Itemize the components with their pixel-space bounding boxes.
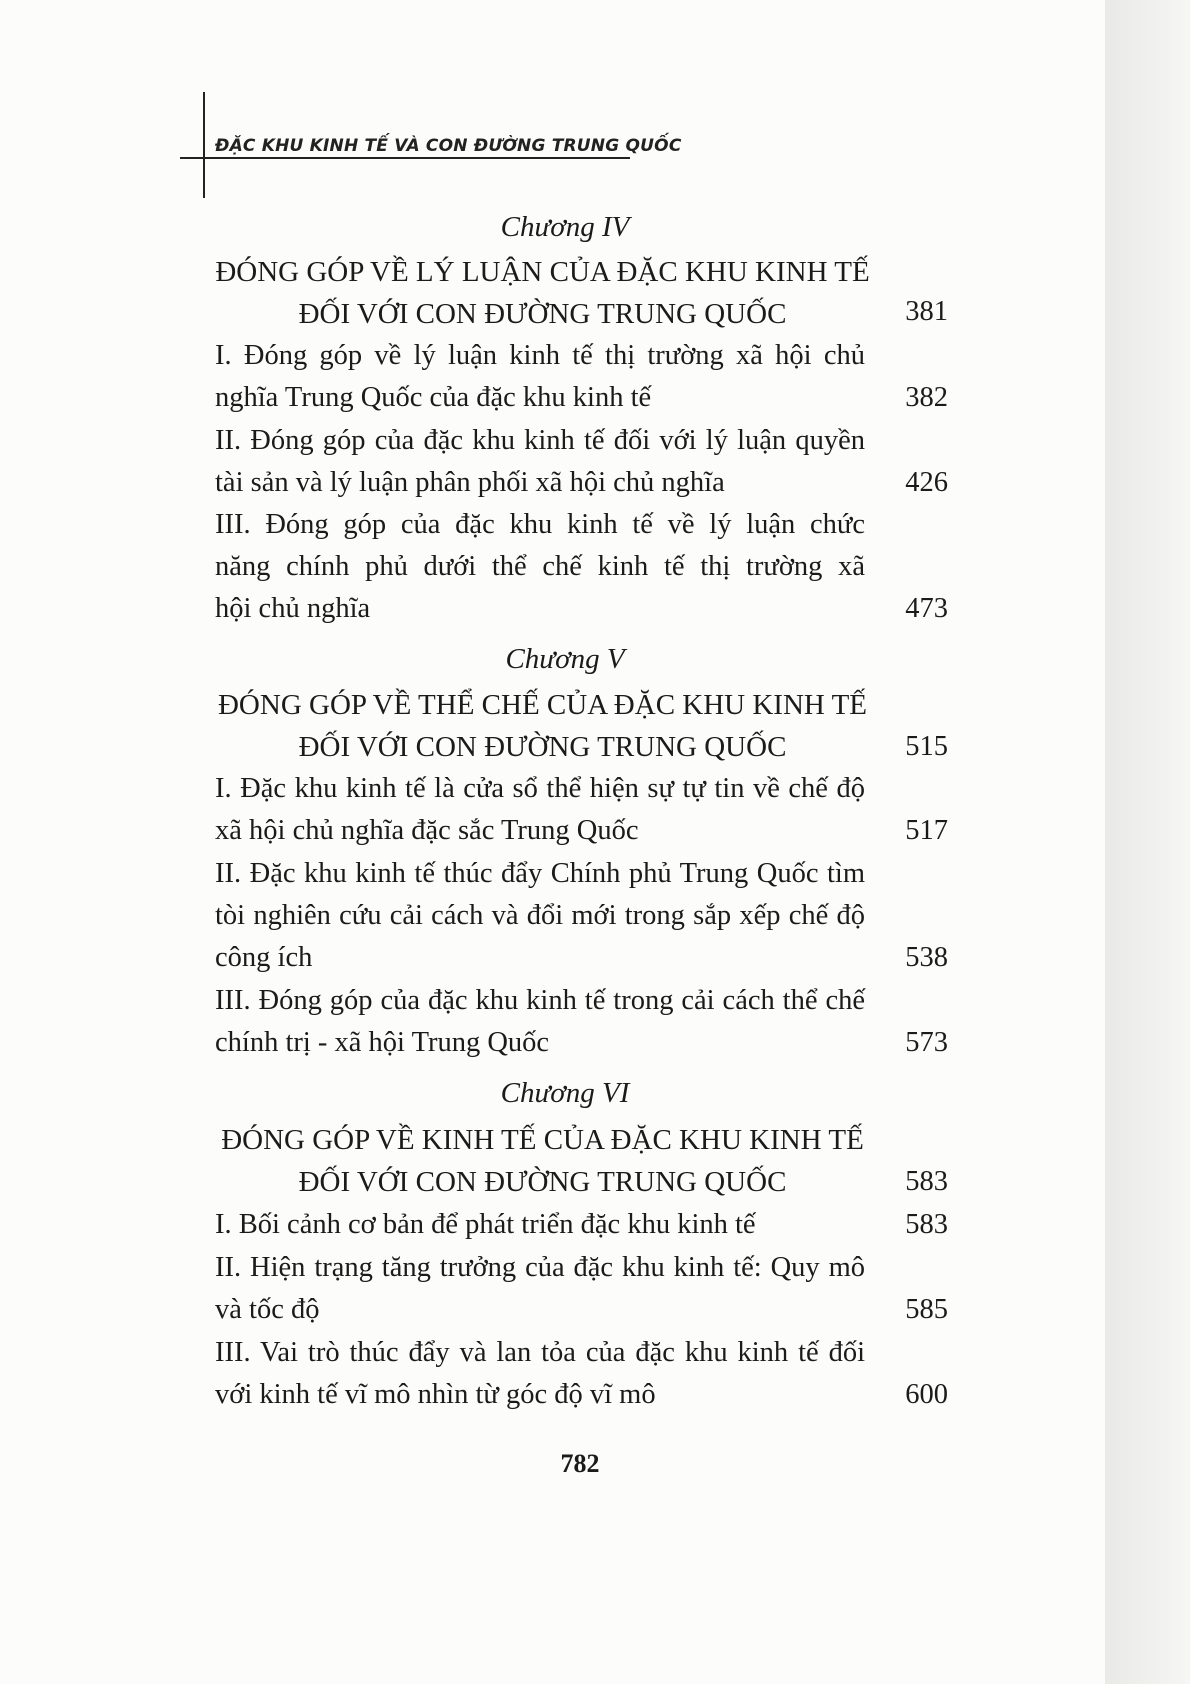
chapter-title-line: ĐỐI VỚI CON ĐƯỜNG TRUNG QUỐC [298, 1166, 787, 1198]
section-page-number: 538 [905, 942, 948, 973]
chapter-title-line: ĐÓNG GÓP VỀ THỂ CHẾ CỦA ĐẶC KHU KINH TẾ [217, 689, 868, 721]
chapter-label: Chương V [505, 643, 625, 675]
section-line: I. Bối cảnh cơ bản để phát triển đặc khu kinh tế [215, 1209, 756, 1240]
header-horizontal-rule [180, 157, 630, 159]
section-page-number: 583 [905, 1209, 948, 1240]
section-page-number: 573 [905, 1027, 948, 1058]
section-line: công ích [215, 942, 313, 973]
header-vertical-rule [203, 92, 205, 198]
section-line: II. Hiện trạng tăng trưởng của đặc khu kinh tế: Quy mô [215, 1252, 865, 1283]
section-page-number: 600 [905, 1379, 948, 1410]
chapter-label: Chương IV [500, 211, 630, 243]
section-line: và tốc độ [215, 1294, 320, 1325]
section-line: năng chính phủ dưới thể chế kinh tế thị trường xã [215, 551, 865, 582]
section-page-number: 382 [905, 382, 948, 413]
section-line: tài sản và lý luận phân phối xã hội chủ nghĩa [215, 467, 725, 498]
chapter-title-line: ĐÓNG GÓP VỀ KINH TẾ CỦA ĐẶC KHU KINH TẾ [221, 1124, 864, 1156]
section-line: tòi nghiên cứu cải cách và đổi mới trong sắp xếp chế độ [215, 900, 865, 931]
section-line: III. Đóng góp của đặc khu kinh tế trong cải cách thể chế [215, 985, 865, 1016]
chapter-title-line: ĐÓNG GÓP VỀ LÝ LUẬN CỦA ĐẶC KHU KINH TẾ [215, 256, 870, 288]
chapter-title-line: ĐỐI VỚI CON ĐƯỜNG TRUNG QUỐC [298, 298, 787, 330]
chapter-page-number: 515 [905, 731, 948, 762]
section-line: xã hội chủ nghĩa đặc sắc Trung Quốc [215, 815, 639, 846]
section-line: chính trị - xã hội Trung Quốc [215, 1027, 550, 1058]
section-line: III. Vai trò thúc đẩy và lan tỏa của đặc khu kinh tế đối [215, 1337, 865, 1368]
chapter-label: Chương VI [500, 1077, 630, 1109]
section-page-number: 585 [905, 1294, 948, 1325]
section-page-number: 426 [905, 467, 948, 498]
section-page-number: 473 [905, 593, 948, 624]
section-line: I. Đặc khu kinh tế là cửa sổ thể hiện sự tự tin về chế độ [215, 773, 865, 804]
section-line: III. Đóng góp của đặc khu kinh tế về lý luận chức [215, 509, 865, 540]
section-line: với kinh tế vĩ mô nhìn từ góc độ vĩ mô [215, 1379, 656, 1410]
section-line: II. Đặc khu kinh tế thúc đẩy Chính phủ Trung Quốc tìm [215, 858, 865, 889]
chapter-page-number: 381 [905, 296, 948, 327]
page-number: 782 [560, 1449, 600, 1478]
section-line: I. Đóng góp về lý luận kinh tế thị trường xã hội chủ [215, 340, 865, 371]
section-line: II. Đóng góp của đặc khu kinh tế đối với lý luận quyền [215, 425, 865, 456]
section-line: nghĩa Trung Quốc của đặc khu kinh tế [215, 382, 652, 413]
section-line: hội chủ nghĩa [215, 593, 371, 624]
chapter-title-line: ĐỐI VỚI CON ĐƯỜNG TRUNG QUỐC [298, 731, 787, 763]
page-edge-shadow [1105, 0, 1190, 1684]
chapter-page-number: 583 [905, 1166, 948, 1197]
section-page-number: 517 [905, 815, 948, 846]
running-head: ĐẶC KHU KINH TẾ VÀ CON ĐƯỜNG TRUNG QUỐC [215, 136, 682, 156]
